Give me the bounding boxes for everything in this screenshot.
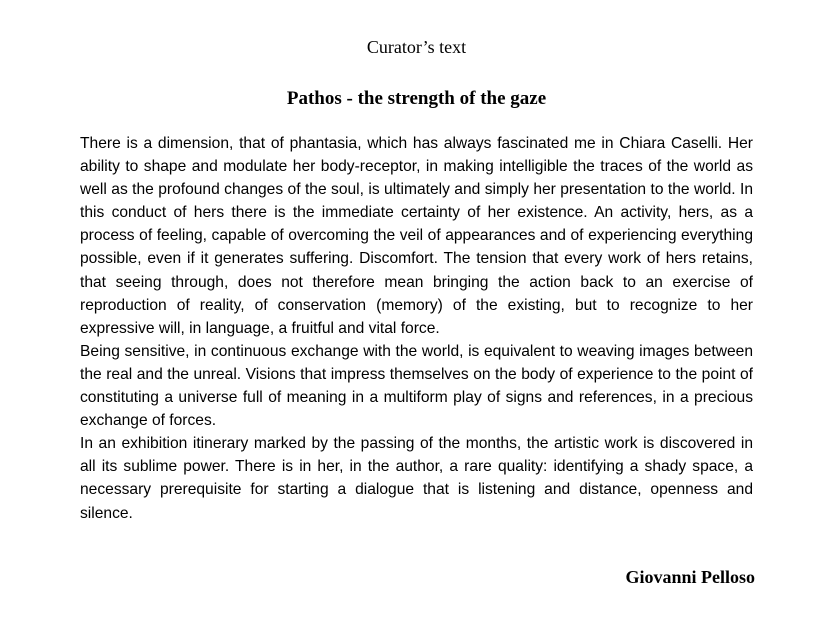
paragraph: Being sensitive, in continuous exchange with the world, is equivalent to weaving images between the real and the unreal. Visions that impress themselves on the body of experience to the point of constituting a universe full of meaning in a multiform play of signs and references, in a precious exchange of forces. [80, 342, 753, 430]
author-signature: Giovanni Pelloso [625, 567, 755, 587]
document-header: Curator’s text [366, 37, 467, 57]
paragraph: There is a dimension, that of phantasia, which has always fascinated me in Chiara Caselli. Her ability to shape and modulate her body-receptor, in making intelligible the traces of the world as well as the profound changes of the soul, is ultimately and simply her presentation to the world. In this conduct of hers there is the immediate certainty of her existence. An activity, hers, as a process of feeling, capable of overcoming the veil of appearances and of experiencing everything possible, even if it generates suffering. Discomfort. The tension that every work of hers retains, that seeing through, does not therefore mean bringing the action back to an exercise of reproduction of reality, of conservation (memory) of the existing, but to recognize to her expressive will, in language, a fruitful and vital force. [80, 135, 753, 337]
document-body [80, 132, 753, 525]
document-title: Pathos - the strength of the gaze [286, 88, 547, 109]
paragraph: In an exhibition itinerary marked by the passing of the months, the artistic work is discovered in all its sublime power. There is in her, in the author, a rare quality: identifying a shady space, a necessary prerequisite for starting a dialogue that is listening and distance, openness and silence. [80, 435, 753, 522]
